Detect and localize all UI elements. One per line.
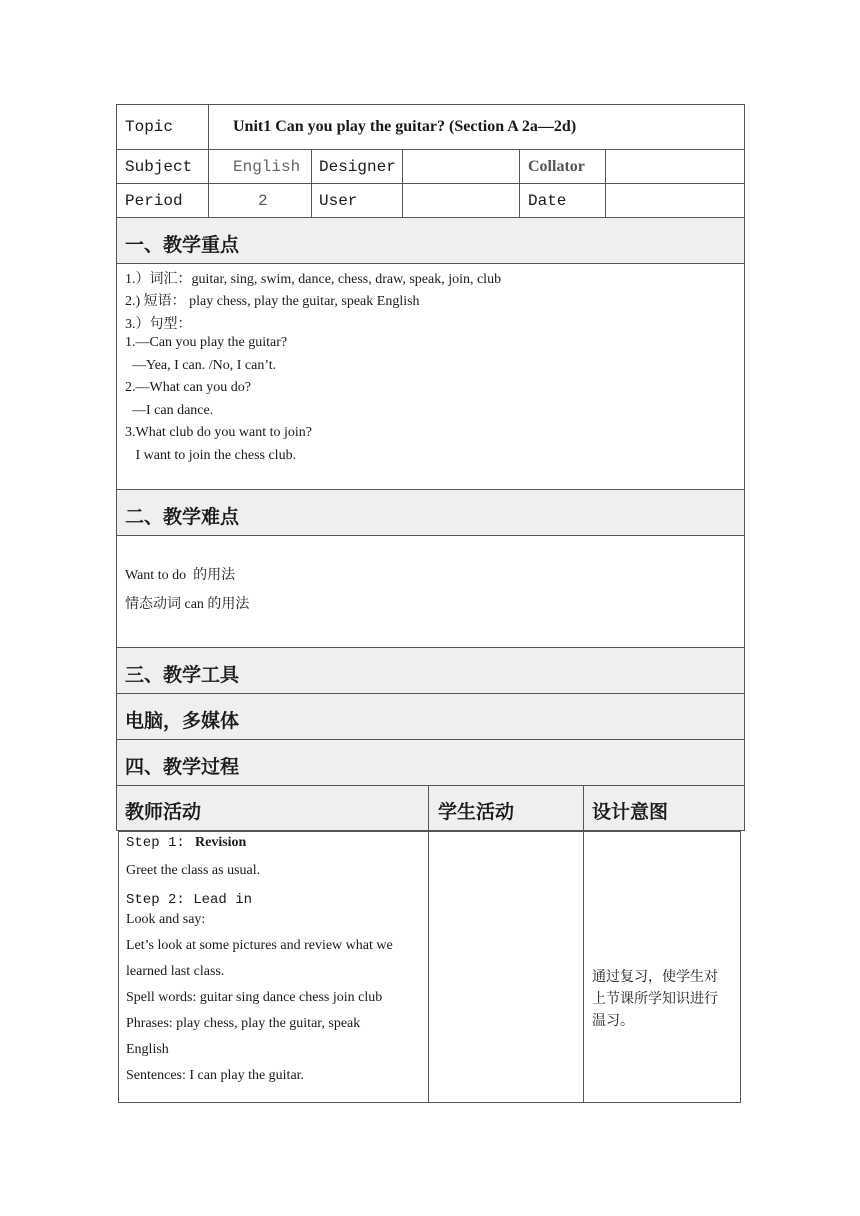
s1-line: —Yea, I can. /No, I can’t.: [125, 358, 277, 373]
grid-col-4: [519, 149, 520, 218]
design-line: 温习。: [592, 1013, 634, 1029]
col-student-activity: 学生活动: [438, 801, 515, 823]
teacher-line: Phrases: play chess, play the guitar, speak: [126, 1016, 361, 1031]
process-header-divider-1: [428, 785, 429, 831]
design-line: 通过复习，使学生对: [592, 969, 718, 985]
section4-title: 四、教学过程: [125, 756, 240, 778]
teacher-line: learned last class.: [126, 964, 225, 979]
subject-label: Subject: [125, 158, 193, 176]
s1-line: 3.）句型：: [125, 317, 192, 332]
period-row: [116, 183, 745, 218]
grid-col-3: [402, 149, 403, 218]
teacher-line: Spell words: guitar sing dance chess join club: [126, 990, 383, 1005]
step1-title: Revision: [195, 835, 247, 850]
s1-line: 2.—What can you do?: [125, 380, 251, 395]
grid-col-5: [605, 149, 606, 218]
section2-body: [116, 535, 745, 648]
s1-line: 2.) 短语： play chess, play the guitar, speak English: [125, 294, 420, 309]
subject-row: [116, 149, 745, 184]
date-label: Date: [528, 192, 567, 210]
s1-line: 3.What club do you want to join?: [125, 425, 313, 440]
col-design-intent: 设计意图: [592, 801, 669, 823]
subject-value: English: [233, 158, 301, 176]
collator-label: Collator: [528, 158, 585, 175]
s2-line: Want to do 的用法: [125, 568, 236, 583]
section3-title: 三、教学工具: [125, 664, 240, 686]
section1-title: 一、教学重点: [125, 234, 240, 256]
topic-value: Unit1 Can you play the guitar? (Section A 2a—2d): [233, 118, 577, 135]
col-teacher-activity: 教师活动: [125, 801, 202, 823]
designer-label: Designer: [319, 158, 396, 176]
grid-col-2: [311, 149, 312, 218]
process-divider-2: [583, 831, 584, 1103]
s1-line: 1.）词汇：guitar, sing, swim, dance, chess, draw, speak, join, club: [125, 272, 502, 287]
design-line: 上节课所学知识进行: [592, 991, 718, 1007]
s1-line: 1.—Can you play the guitar?: [125, 335, 288, 350]
step1-text: Greet the class as usual.: [126, 863, 261, 878]
s1-line: I want to join the chess club.: [125, 448, 297, 463]
user-label: User: [319, 192, 358, 210]
s1-line: —I can dance.: [125, 403, 214, 418]
teacher-line: Look and say:: [126, 912, 206, 927]
teacher-line: Sentences: I can play the guitar.: [126, 1068, 305, 1083]
tools-text: 电脑，多媒体: [125, 710, 240, 732]
period-value: 2: [258, 192, 268, 210]
step2-label: Step 2: Lead in: [126, 892, 253, 908]
section2-title: 二、教学难点: [125, 506, 240, 528]
topic-label: Topic: [125, 118, 174, 136]
step1-label: Step 1:: [126, 835, 185, 851]
teacher-line: Let’s look at some pictures and review what we: [126, 938, 393, 953]
teacher-line: English: [126, 1042, 169, 1057]
process-header-divider-2: [583, 785, 584, 831]
grid-col-1: [208, 149, 209, 218]
topic-divider: [208, 104, 209, 150]
period-label: Period: [125, 192, 183, 210]
s2-line: 情态动词 can 的用法: [125, 597, 250, 612]
process-divider-1: [428, 831, 429, 1103]
